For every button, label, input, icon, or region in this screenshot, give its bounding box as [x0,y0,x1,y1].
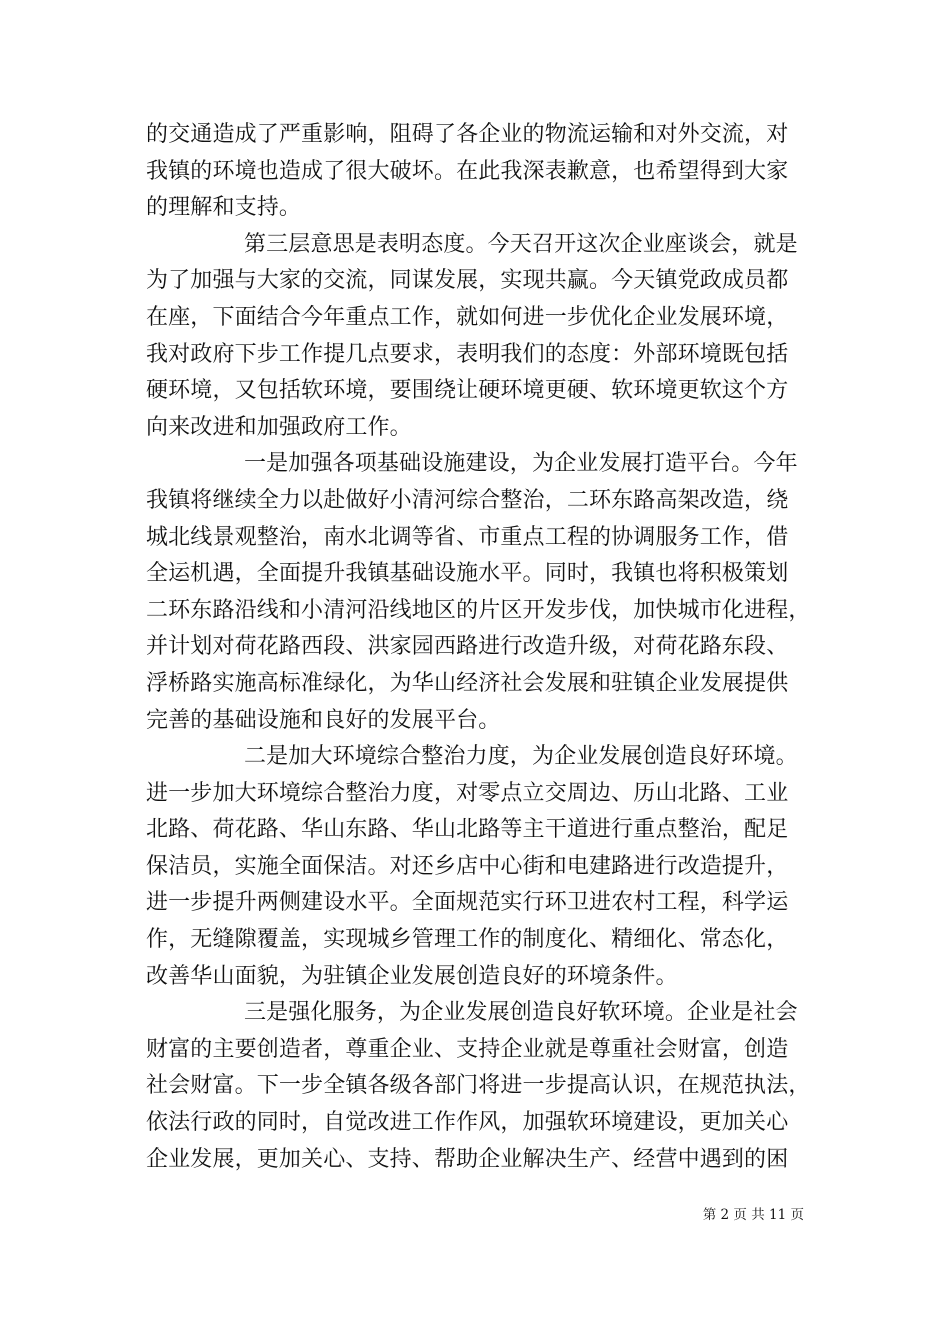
text-line: 浮桥路实施高标准绿化，为华山经济社会发展和驻镇企业发展提供 [146,670,789,696]
text-line: 进一步提升两侧建设水平。全面规范实行环卫进农村工程，科学运 [146,890,789,916]
paragraph-start-line: 三是强化服务，为企业发展创造良好软环境。企业是社会 [244,1000,798,1026]
text-line: 城北线景观整治，南水北调等省、市重点工程的协调服务工作，借 [146,524,789,550]
text-line: 我对政府下步工作提几点要求，表明我们的态度：外部环境既包括 [146,341,789,367]
text-line: 作，无缝隙覆盖，实现城乡管理工作的制度化、精细化、常态化， [146,927,789,953]
text-line: 的理解和支持。 [146,195,302,221]
text-line: 改善华山面貌，为驻镇企业发展创造良好的环境条件。 [146,963,678,989]
text-line: 在座，下面结合今年重点工作，就如何进一步优化企业发展环境， [146,304,789,330]
page-number-footer: 第 2 页 共 11 页 [702,1207,804,1223]
text-line: 硬环境，又包括软环境，要围绕让硬环境更硬、软环境更软这个方 [146,378,789,404]
body-text [146,117,826,1178]
text-line: 的交通造成了严重影响，阻碍了各企业的物流运输和对外交流，对 [146,122,789,147]
text-line: 向来改进和加强政府工作。 [146,414,412,440]
text-line: 社会财富。下一步全镇各级各部门将进一步提高认识，在规范执法， [146,1073,811,1099]
paragraph-start-line: 第三层意思是表明态度。今天召开这次企业座谈会，就是 [244,231,798,257]
paragraph-start-line: 二是加大环境综合整治力度，为企业发展创造良好环境。 [244,744,798,770]
text-line: 北路、荷花路、华山东路、华山北路等主干道进行重点整治，配足 [146,817,789,843]
paragraph-start-line: 一是加强各项基础设施建设，为企业发展打造平台。今年 [244,451,798,477]
text-line: 我镇将继续全力以赴做好小清河综合整治，二环东路高架改造，绕 [146,487,789,513]
text-line: 依法行政的同时，自觉改进工作作风，加强软环境建设，更加关心 [146,1110,789,1136]
text-line: 保洁员，实施全面保洁。对还乡店中心街和电建路进行改造提升， [146,853,789,879]
text-line: 全运机遇，全面提升我镇基础设施水平。同时，我镇也将积极策划 [146,561,789,587]
text-line: 并计划对荷花路西段、洪家园西路进行改造升级，对荷花路东段、 [146,634,789,660]
text-line: 完善的基础设施和良好的发展平台。 [146,707,501,733]
text-line: 企业发展，更加关心、支持、帮助企业解决生产、经营中遇到的困 [146,1146,789,1172]
text-line: 财富的主要创造者，尊重企业、支持企业就是尊重社会财富，创造 [146,1036,789,1062]
text-line: 为了加强与大家的交流，同谋发展，实现共赢。今天镇党政成员都 [146,268,789,294]
text-line: 进一步加大环境综合整治力度，对零点立交周边、历山北路、工业 [146,780,789,806]
text-line: 我镇的环境也造成了很大破坏。在此我深表歉意，也希望得到大家 [146,158,789,184]
text-line: 二环东路沿线和小清河沿线地区的片区开发步伐，加快城市化进程， [146,597,811,623]
